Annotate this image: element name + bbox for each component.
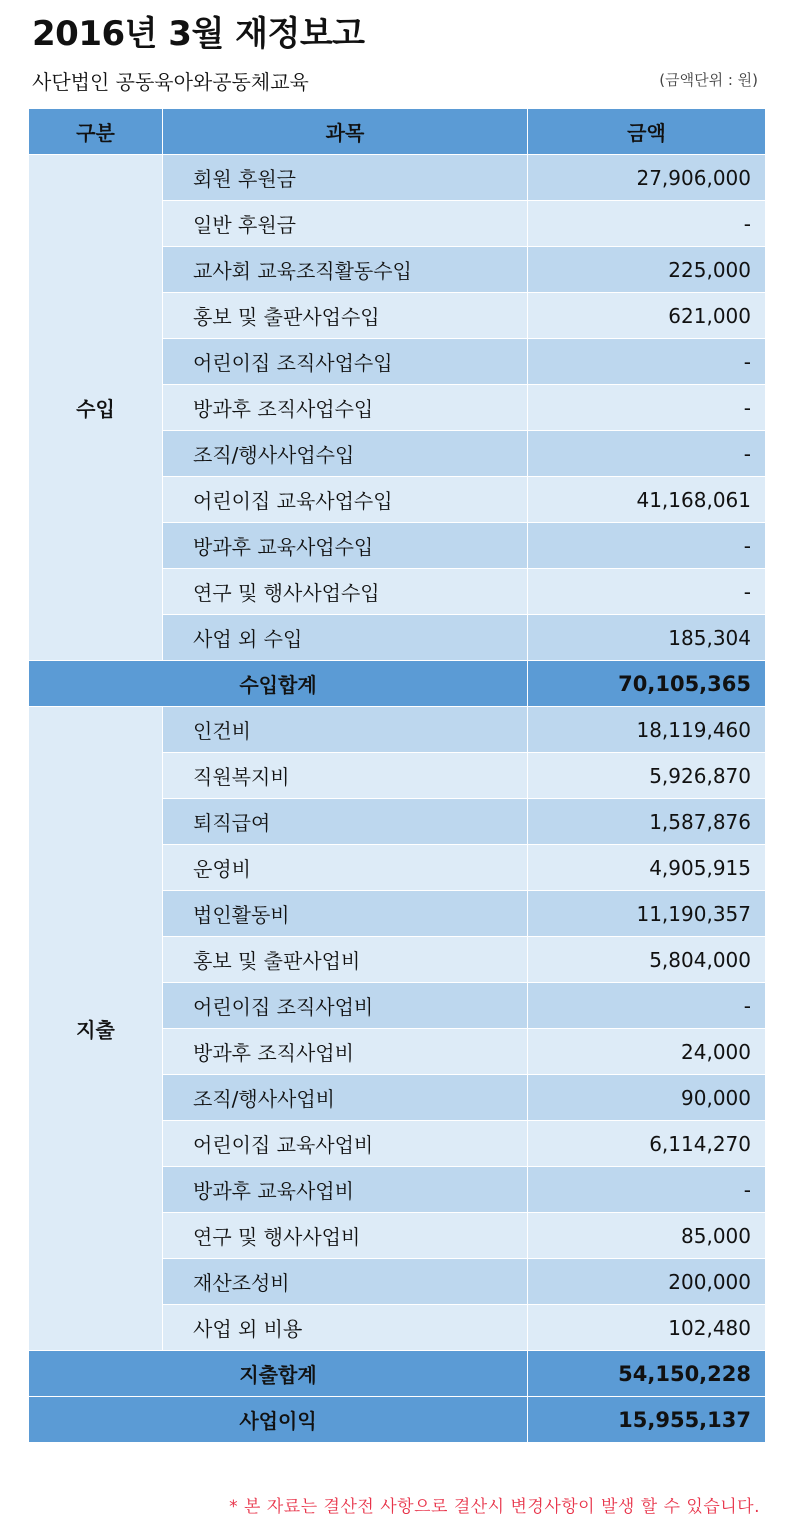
amount-cell: 5,804,000 <box>528 937 766 983</box>
amount-cell: - <box>528 201 766 247</box>
header-category: 구분 <box>29 109 163 155</box>
profit-row <box>29 1397 766 1443</box>
expense-total-row-amount: 54,150,228 <box>528 1351 766 1397</box>
income-section <box>29 155 766 707</box>
footnote: * 본 자료는 결산전 사항으로 결산시 변경사항이 발생 할 수 있습니다. <box>229 1497 760 1517</box>
subject-cell: 조직/행사사업수입 <box>163 431 528 477</box>
amount-cell: - <box>528 523 766 569</box>
amount-cell: - <box>528 569 766 615</box>
subject-cell: 운영비 <box>163 845 528 891</box>
amount-cell: 185,304 <box>528 615 766 661</box>
subject-cell: 교사회 교육조직활동수입 <box>163 247 528 293</box>
amount-cell: - <box>528 385 766 431</box>
amount-cell: 24,000 <box>528 1029 766 1075</box>
subject-cell: 방과후 교육사업비 <box>163 1167 528 1213</box>
subject-cell: 어린이집 교육사업수입 <box>163 477 528 523</box>
amount-cell: 85,000 <box>528 1213 766 1259</box>
expense-total-row <box>29 1351 766 1397</box>
subject-cell: 재산조성비 <box>163 1259 528 1305</box>
subject-cell: 방과후 조직사업비 <box>163 1029 528 1075</box>
income-total-row <box>29 661 766 707</box>
amount-cell: 6,114,270 <box>528 1121 766 1167</box>
amount-cell: 200,000 <box>528 1259 766 1305</box>
subject-cell: 어린이집 조직사업비 <box>163 983 528 1029</box>
amount-cell: 621,000 <box>528 293 766 339</box>
subject-cell: 사업 외 비용 <box>163 1305 528 1351</box>
subject-cell: 직원복지비 <box>163 753 528 799</box>
amount-cell: 102,480 <box>528 1305 766 1351</box>
expense-total-row-label: 지출합계 <box>29 1351 528 1397</box>
income-total-row-amount: 70,105,365 <box>528 661 766 707</box>
subject-cell: 연구 및 행사사업수입 <box>163 569 528 615</box>
expense-row <box>29 707 766 753</box>
unit-note: (금액단위 : 원) <box>659 71 758 89</box>
amount-cell: - <box>528 339 766 385</box>
subject-cell: 법인활동비 <box>163 891 528 937</box>
table-header-row <box>29 109 766 155</box>
amount-cell: 5,926,870 <box>528 753 766 799</box>
income-row <box>29 155 766 201</box>
amount-cell: 4,905,915 <box>528 845 766 891</box>
amount-cell: 27,906,000 <box>528 155 766 201</box>
amount-cell: 11,190,357 <box>528 891 766 937</box>
subject-cell: 홍보 및 출판사업비 <box>163 937 528 983</box>
amount-cell: - <box>528 431 766 477</box>
subject-cell: 어린이집 교육사업비 <box>163 1121 528 1167</box>
subject-cell: 인건비 <box>163 707 528 753</box>
amount-cell: - <box>528 983 766 1029</box>
amount-cell: - <box>528 1167 766 1213</box>
amount-cell: 41,168,061 <box>528 477 766 523</box>
subject-cell: 홍보 및 출판사업수입 <box>163 293 528 339</box>
income-category-label: 수입 <box>29 155 163 661</box>
amount-cell: 90,000 <box>528 1075 766 1121</box>
header-amount: 금액 <box>528 109 766 155</box>
amount-cell: 18,119,460 <box>528 707 766 753</box>
subject-cell: 어린이집 조직사업수입 <box>163 339 528 385</box>
subject-cell: 연구 및 행사사업비 <box>163 1213 528 1259</box>
subject-cell: 방과후 교육사업수입 <box>163 523 528 569</box>
subject-cell: 일반 후원금 <box>163 201 528 247</box>
organization-name: 사단법인 공동육아와공동체교육 <box>32 70 309 94</box>
subject-cell: 조직/행사사업비 <box>163 1075 528 1121</box>
profit-label: 사업이익 <box>29 1397 528 1443</box>
finance-table <box>28 108 766 1443</box>
subject-cell: 회원 후원금 <box>163 155 528 201</box>
subject-cell: 사업 외 수입 <box>163 615 528 661</box>
subject-cell: 방과후 조직사업수입 <box>163 385 528 431</box>
profit-amount: 15,955,137 <box>528 1397 766 1443</box>
amount-cell: 225,000 <box>528 247 766 293</box>
report-title: 2016년 3월 재정보고 <box>32 14 365 54</box>
expense-section <box>29 707 766 1397</box>
expense-category-label: 지출 <box>29 707 163 1351</box>
header-subject: 과목 <box>163 109 528 155</box>
subject-cell: 퇴직급여 <box>163 799 528 845</box>
income-total-row-label: 수입합계 <box>29 661 528 707</box>
amount-cell: 1,587,876 <box>528 799 766 845</box>
